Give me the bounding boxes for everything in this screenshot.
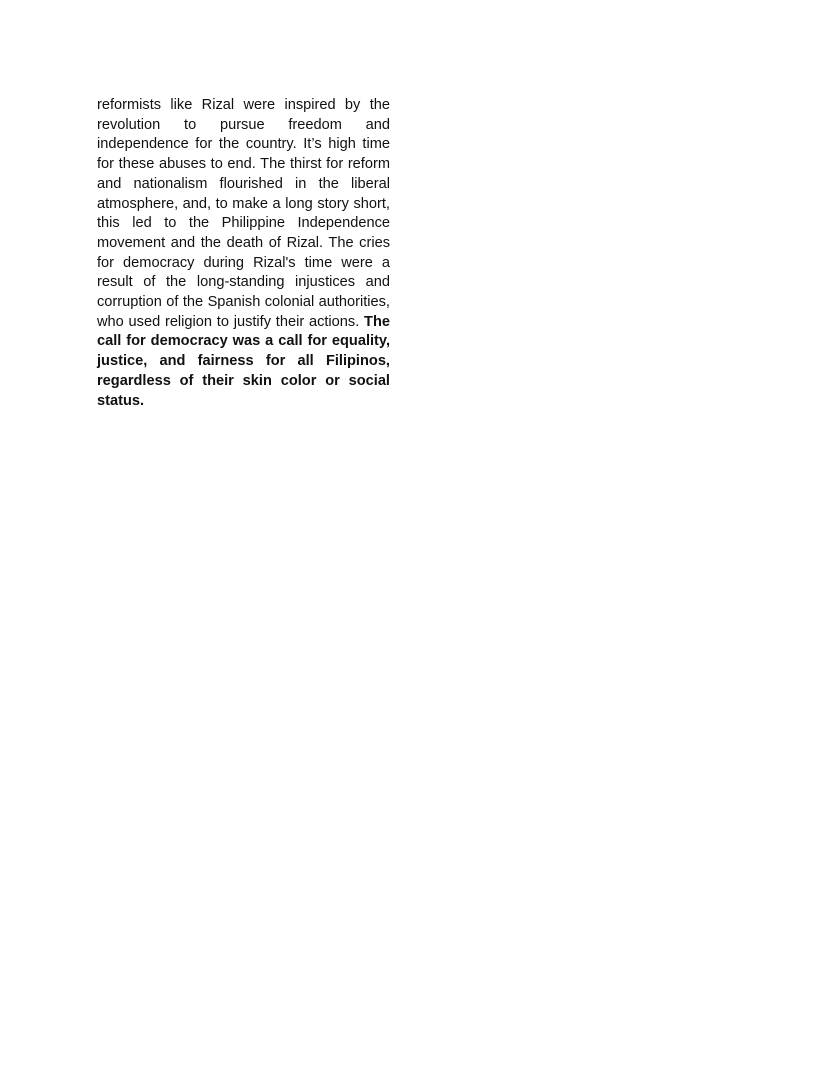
paragraph-regular-text: reformists like Rizal were inspired by the revolution to pursue freedom and independence for the country. It’s high time for these abuses to end. The thirst for reform and nationalism flourished in the liberal atmosphere, and, to make a long story short, this led to the Philippine Independence movement and the death of Rizal. The cries for democracy during Rizal's time were a result of the long-standing injustices and corruption of the Spanish colonial authorities, who used religion to justify their actions. <box>97 97 390 330</box>
paragraph-bold-text: The call for democracy was a call for equality, justice, and fairness for all Filipinos, regardless of their skin color or social status. <box>97 313 390 409</box>
text-column <box>97 96 390 411</box>
body-paragraph <box>97 96 390 411</box>
